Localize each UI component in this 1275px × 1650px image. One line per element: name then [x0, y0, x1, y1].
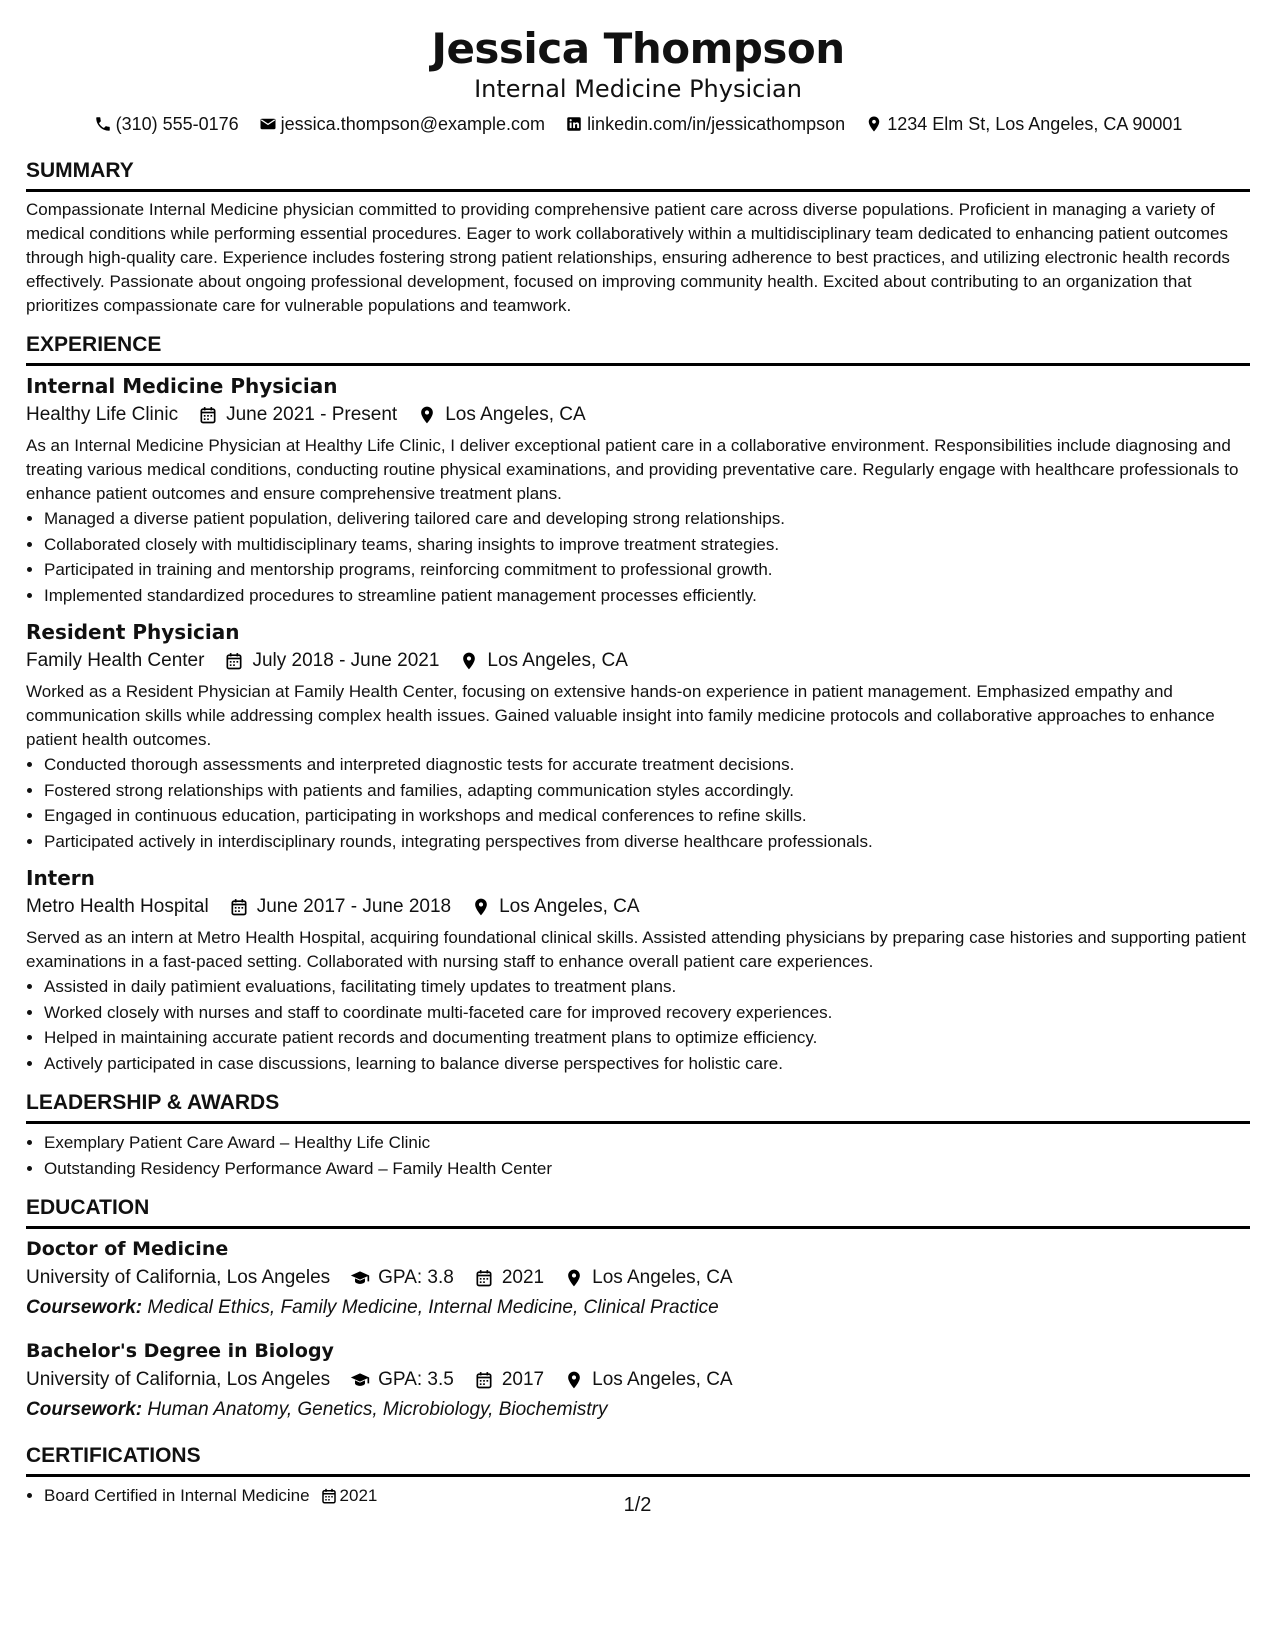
gpa: GPA: 3.5 — [378, 1369, 454, 1390]
education-entry — [26, 1235, 1250, 1323]
linkedin-text: linkedin.com/in/jessicathompson — [587, 114, 846, 134]
school-name: University of California, Los Angeles — [26, 1369, 331, 1390]
calendar-icon — [474, 1370, 494, 1390]
graduation-year: 2021 — [501, 1267, 545, 1288]
job-entry — [26, 618, 1250, 854]
coursework — [26, 1293, 1250, 1323]
map-pin-icon — [564, 1268, 584, 1288]
education-entry — [26, 1337, 1250, 1425]
job-meta — [26, 400, 1250, 430]
list-item: • Implemented standardized procedures to streamline patient management processes efficiently. — [44, 583, 1250, 609]
list-item: • Outstanding Residency Performance Award – Family Health Center — [44, 1156, 1250, 1182]
education-section — [26, 1195, 1250, 1425]
map-pin-icon — [471, 897, 491, 917]
coursework-label: Coursework: — [26, 1297, 143, 1318]
graduation-cap-icon — [350, 1268, 370, 1288]
gpa: GPA: 3.8 — [378, 1267, 454, 1288]
education-heading: EDUCATION — [26, 1195, 1250, 1229]
contact-phone[interactable] — [94, 112, 239, 136]
job-description: As an Internal Medicine Physician at Healthy Life Clinic, I deliver exceptional patient care in a collaborative environment. Responsibilities include diagnosing and treating various medical conditions, conducting routine physical examinations, and providing preventative care. Regularly engage with healthcare professionals to enhance patient outcomes and ensure comprehensive treatment plans. — [26, 436, 1239, 503]
education-meta — [26, 1365, 1250, 1395]
email-text: jessica.thompson@example.com — [280, 114, 546, 134]
job-dates: June 2017 - June 2018 — [256, 896, 452, 917]
contact-linkedin[interactable] — [565, 112, 845, 136]
list-item: • Participated in training and mentorship programs, reinforcing commitment to professional growth. — [44, 557, 1250, 583]
page-number: 1/2 — [623, 1494, 652, 1516]
job-title: Internal Medicine Physician — [26, 374, 338, 398]
candidate-name: Jessica Thompson — [431, 24, 845, 73]
candidate-title: Internal Medicine Physician — [474, 75, 802, 103]
list-item: • Actively participated in case discussions, learning to balance diverse perspectives for holistic care. — [44, 1051, 1250, 1077]
linkedin-icon — [565, 115, 583, 133]
certifications-heading: CERTIFICATIONS — [26, 1443, 1250, 1477]
certification-year: 2021 — [339, 1486, 378, 1505]
job-entry — [26, 372, 1250, 608]
job-dates: June 2021 - Present — [226, 404, 398, 425]
job-meta — [26, 892, 1250, 922]
school-name: University of California, Los Angeles — [26, 1267, 331, 1288]
job-bullets — [26, 752, 1250, 854]
phone-icon — [94, 115, 112, 133]
list-item: • Assisted in daily patìmient evaluations, facilitating timely updates to treatment plans. — [44, 974, 1250, 1000]
job-location: Los Angeles, CA — [445, 404, 586, 425]
address-text: 1234 Elm St, Los Angeles, CA 90001 — [887, 114, 1183, 134]
awards-list — [26, 1130, 1250, 1181]
job-entry — [26, 864, 1250, 1076]
list-item: • Fostered strong relationships with patients and families, adapting communication styles accordingly. — [44, 778, 1250, 804]
job-dates: July 2018 - June 2021 — [252, 650, 440, 671]
calendar-icon — [224, 651, 244, 671]
list-item: • Collaborated closely with multidisciplinary teams, sharing insights to improve treatment strategies. — [44, 532, 1250, 558]
map-pin-icon — [459, 651, 479, 671]
contact-address — [865, 112, 1182, 136]
job-bullets — [26, 506, 1250, 608]
list-item: • Exemplary Patient Care Award – Healthy Life Clinic — [44, 1130, 1250, 1156]
awards-section — [26, 1090, 1250, 1181]
list-item: • Worked closely with nurses and staff to coordinate multi-faceted care for improved recovery experiences. — [44, 1000, 1250, 1026]
experience-section — [26, 332, 1250, 1076]
job-meta — [26, 646, 1250, 676]
job-bullets — [26, 974, 1250, 1076]
resume-page — [26, 0, 1250, 1509]
coursework — [26, 1395, 1250, 1425]
experience-heading: EXPERIENCE — [26, 332, 1250, 366]
job-title: Intern — [26, 866, 95, 890]
job-description: Worked as a Resident Physician at Family Health Center, focusing on extensive hands-on experience in patient management. Emphasized empathy and communication skills while addressing complex health issues. Gained valuable insight into family medicine protocols and collaborative approaches to enhance patient health outcomes. — [26, 682, 1215, 749]
list-item: • Participated actively in interdisciplinary rounds, integrating perspectives from diverse healthcare professionals. — [44, 829, 1250, 855]
job-title: Resident Physician — [26, 620, 240, 644]
envelope-icon — [259, 115, 277, 133]
certification-name: • Board Certified in Internal Medicine — [44, 1486, 310, 1505]
job-location: Los Angeles, CA — [499, 896, 640, 917]
job-org: Metro Health Hospital — [26, 896, 209, 917]
phone-text: (310) 555-0176 — [115, 114, 239, 134]
list-item: • Helped in maintaining accurate patient records and documenting treatment plans to optimize efficiency. — [44, 1025, 1250, 1051]
map-pin-icon — [417, 405, 437, 425]
list-item: • Engaged in continuous education, participating in workshops and medical conferences to refine skills. — [44, 803, 1250, 829]
contact-email[interactable] — [259, 112, 545, 136]
degree-title: Bachelor's Degree in Biology — [26, 1340, 334, 1362]
graduation-cap-icon — [350, 1370, 370, 1390]
school-location: Los Angeles, CA — [592, 1267, 733, 1288]
calendar-icon — [198, 405, 218, 425]
calendar-icon — [229, 897, 249, 917]
contact-row — [26, 112, 1250, 136]
coursework-list: Medical Ethics, Family Medicine, Internal Medicine, Clinical Practice — [147, 1297, 719, 1318]
summary-heading: SUMMARY — [26, 158, 1250, 192]
degree-title: Doctor of Medicine — [26, 1238, 229, 1260]
summary-section — [26, 158, 1250, 318]
summary-text: Compassionate Internal Medicine physician committed to providing comprehensive patient care across diverse populations. Proficient in managing a variety of medical conditions while performing essential procedures. Eager to work collaboratively within a multidisciplinary team dedicated to enhancing patient outcomes through high-quality care. Experience includes fostering strong patient relationships, ensuring adherence to best practices, and utilizing electronic health records effectively. Passionate about ongoing professional development, focused on improving community health. Excited about contributing to an organization that prioritizes compassionate care for vulnerable populations and teamwork. — [26, 200, 1230, 315]
graduation-year: 2017 — [501, 1369, 545, 1390]
school-location: Los Angeles, CA — [592, 1369, 733, 1390]
coursework-label: Coursework: — [26, 1399, 143, 1420]
coursework-list: Human Anatomy, Genetics, Microbiology, Biochemistry — [147, 1399, 608, 1420]
job-org: Healthy Life Clinic — [26, 404, 179, 425]
job-org: Family Health Center — [26, 650, 205, 671]
calendar-icon — [474, 1268, 494, 1288]
list-item: • Managed a diverse patient population, delivering tailored care and developing strong relationships. — [44, 506, 1250, 532]
job-description: Served as an intern at Metro Health Hospital, acquiring foundational clinical skills. Assisted attending physicians by preparing case histories and supporting patient examinations in a fast-paced setting. Collaborated with nursing staff to enhance overall patient care experiences. — [26, 928, 1246, 971]
job-location: Los Angeles, CA — [487, 650, 628, 671]
resume-header — [26, 24, 1250, 136]
map-pin-icon — [865, 115, 883, 133]
list-item: • Conducted thorough assessments and interpreted diagnostic tests for accurate treatment decisions. — [44, 752, 1250, 778]
education-meta — [26, 1263, 1250, 1293]
map-pin-icon — [564, 1370, 584, 1390]
awards-heading: LEADERSHIP & AWARDS — [26, 1090, 1250, 1124]
